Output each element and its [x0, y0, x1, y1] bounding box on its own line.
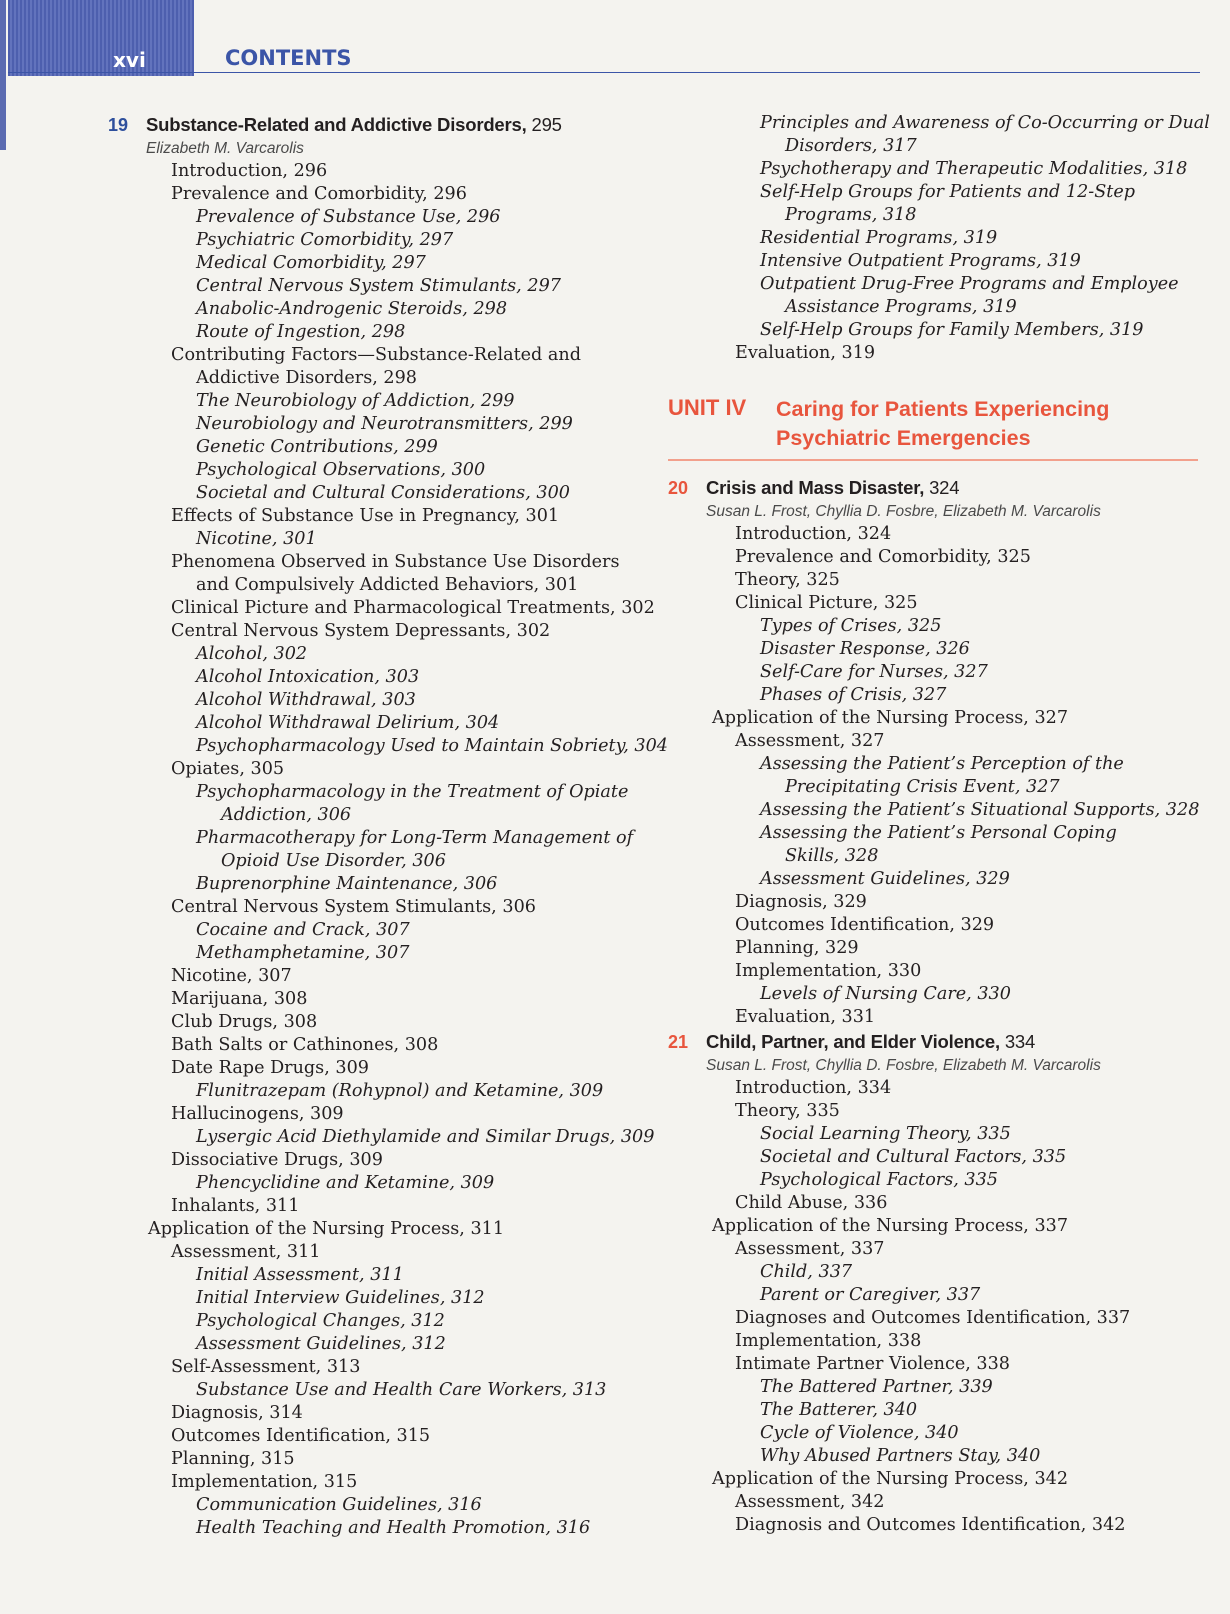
unit-rule [668, 459, 1198, 461]
toc-subentry[interactable]: Parent or Caregiver, 337 [760, 1285, 981, 1305]
toc-entry[interactable]: Central Nervous System Depressants, 302 [171, 621, 551, 641]
toc-subentry[interactable]: Child, 337 [760, 1262, 853, 1282]
toc-entry[interactable]: Self-Assessment, 313 [171, 1357, 361, 1377]
toc-subentry-continued[interactable]: Skills, 328 [785, 846, 879, 866]
toc-subentry[interactable]: Communication Guidelines, 316 [196, 1495, 482, 1515]
toc-entry[interactable]: Diagnosis and Outcomes Identification, 342 [735, 1515, 1126, 1535]
toc-subentry[interactable]: Medical Comorbidity, 297 [196, 253, 426, 273]
toc-subentry[interactable]: Alcohol Intoxication, 303 [196, 667, 420, 687]
toc-subentry[interactable]: Phases of Crisis, 327 [760, 685, 947, 705]
toc-subentry[interactable]: Central Nervous System Stimulants, 297 [196, 276, 561, 296]
chapter-number: 19 [108, 115, 129, 135]
toc-entry[interactable]: Date Rape Drugs, 309 [171, 1058, 369, 1078]
unit-label: UNIT IV [668, 395, 747, 420]
toc-subentry[interactable]: Assessment Guidelines, 312 [196, 1334, 446, 1354]
toc-entry[interactable]: Evaluation, 319 [735, 343, 876, 363]
toc-subentry[interactable]: The Neurobiology of Addiction, 299 [196, 391, 515, 411]
toc-subentry[interactable]: Methamphetamine, 307 [196, 943, 410, 963]
toc-subentry[interactable]: Phencyclidine and Ketamine, 309 [196, 1173, 495, 1193]
toc-entry[interactable]: Clinical Picture, 325 [735, 593, 918, 613]
toc-entry[interactable]: Hallucinogens, 309 [171, 1104, 344, 1124]
chapter-heading[interactable] [668, 475, 1198, 501]
toc-entry[interactable]: Bath Salts or Cathinones, 308 [171, 1035, 439, 1055]
toc-entry[interactable]: Clinical Picture and Pharmacological Treatments, 302 [171, 598, 655, 618]
toc-subentry[interactable]: Self-Help Groups for Family Members, 319 [760, 320, 1144, 340]
toc-section[interactable]: Application of the Nursing Process, 327 [712, 708, 1069, 728]
toc-entry[interactable]: Central Nervous System Stimulants, 306 [171, 897, 536, 917]
toc-entry[interactable]: Effects of Substance Use in Pregnancy, 301 [171, 506, 560, 526]
toc-subentry[interactable]: Types of Crises, 325 [760, 616, 942, 636]
toc-subentry[interactable]: Outpatient Drug-Free Programs and Employee [760, 274, 1179, 294]
toc-entry[interactable]: Nicotine, 307 [171, 966, 292, 986]
toc-subentry[interactable]: Buprenorphine Maintenance, 306 [196, 874, 498, 894]
toc-entry[interactable]: Introduction, 296 [171, 161, 328, 181]
header-rule [8, 72, 1200, 73]
chapter-authors: Elizabeth M. Varcarolis [146, 140, 304, 157]
toc-subentry[interactable]: Levels of Nursing Care, 330 [760, 984, 1011, 1004]
toc-subentry[interactable]: Pharmacotherapy for Long-Term Management of [196, 828, 634, 848]
toc-subentry[interactable]: Substance Use and Health Care Workers, 313 [196, 1380, 607, 1400]
toc-entry[interactable]: Planning, 315 [171, 1449, 295, 1469]
toc-subentry-continued[interactable]: Disorders, 317 [785, 136, 917, 156]
toc-subentry[interactable]: Assessing the Patient’s Situational Supports, 328 [760, 800, 1200, 820]
toc-subentry[interactable]: Route of Ingestion, 298 [196, 322, 406, 342]
toc-subentry[interactable]: Prevalence of Substance Use, 296 [196, 207, 501, 227]
toc-entry[interactable]: Theory, 335 [735, 1101, 840, 1121]
toc-entry[interactable]: Contributing Factors—Substance-Related and [171, 345, 581, 365]
toc-subentry[interactable]: Self-Care for Nurses, 327 [760, 662, 988, 682]
toc-entry[interactable]: Evaluation, 331 [735, 1007, 876, 1027]
toc-section[interactable]: Application of the Nursing Process, 342 [712, 1469, 1069, 1489]
toc-subentry[interactable]: Intensive Outpatient Programs, 319 [760, 251, 1081, 271]
chapter-page: 324 [924, 477, 960, 498]
toc-subentry[interactable]: Principles and Awareness of Co-Occurring or Dual [760, 113, 1210, 133]
toc-entry[interactable]: Implementation, 315 [171, 1472, 358, 1492]
unit-heading [668, 395, 1198, 457]
toc-subentry[interactable]: Why Abused Partners Stay, 340 [760, 1446, 1041, 1466]
toc-subentry[interactable]: Lysergic Acid Diethylamide and Similar Drugs, 309 [196, 1127, 655, 1147]
toc-entry[interactable]: Assessment, 311 [171, 1242, 321, 1262]
toc-subentry[interactable]: Cycle of Violence, 340 [760, 1423, 959, 1443]
chapter-heading[interactable] [668, 1029, 1198, 1055]
toc-subentry[interactable]: Alcohol, 302 [196, 644, 308, 664]
toc-subentry[interactable]: Psychological Factors, 335 [760, 1170, 999, 1190]
toc-subentry[interactable]: Societal and Cultural Factors, 335 [760, 1147, 1067, 1167]
toc-subentry[interactable]: Psychiatric Comorbidity, 297 [196, 230, 454, 250]
toc-entry[interactable]: Opiates, 305 [171, 759, 285, 779]
chapter-title[interactable]: Crisis and Mass Disaster, 324 [706, 477, 960, 498]
toc-subentry-continued[interactable]: Opioid Use Disorder, 306 [221, 851, 446, 871]
toc-entry[interactable]: Diagnosis, 329 [735, 892, 867, 912]
toc-entry[interactable]: Club Drugs, 308 [171, 1012, 318, 1032]
toc-section[interactable]: Application of the Nursing Process, 337 [712, 1216, 1069, 1236]
toc-subentry[interactable]: Initial Assessment, 311 [196, 1265, 404, 1285]
chapter-page: 295 [526, 114, 562, 135]
toc-subentry[interactable]: Assessment Guidelines, 329 [760, 869, 1010, 889]
toc-subentry-continued[interactable]: Precipitating Crisis Event, 327 [785, 777, 1060, 797]
toc-entry[interactable]: Prevalence and Comorbidity, 325 [735, 547, 1031, 567]
chapter-number: 20 [668, 478, 689, 498]
right-column [668, 112, 1210, 1537]
header-title: CONTENTS [225, 46, 352, 70]
toc-subentry[interactable]: Nicotine, 301 [196, 529, 317, 549]
toc-subentry[interactable]: Psychopharmacology in the Treatment of Opiate [196, 782, 629, 802]
toc-entry[interactable]: Assessment, 342 [735, 1492, 885, 1512]
toc-entry-continued[interactable]: and Compulsively Addicted Behaviors, 301 [196, 575, 579, 595]
toc-entry[interactable]: Marijuana, 308 [171, 989, 308, 1009]
toc-entry[interactable]: Implementation, 330 [735, 961, 922, 981]
toc-entry[interactable]: Implementation, 338 [735, 1331, 922, 1351]
toc-entry[interactable]: Phenomena Observed in Substance Use Disorders [171, 552, 620, 572]
toc-subentry[interactable]: Alcohol Withdrawal, 303 [196, 690, 416, 710]
toc-entry[interactable]: Outcomes Identification, 315 [171, 1426, 431, 1446]
toc-subentry[interactable]: Neurobiology and Neurotransmitters, 299 [196, 414, 573, 434]
toc-subentry[interactable]: Societal and Cultural Considerations, 300 [196, 483, 570, 503]
toc-subentry-continued[interactable]: Assistance Programs, 319 [785, 297, 1017, 317]
toc-subentry[interactable]: Psychopharmacology Used to Maintain Sobriety, 304 [196, 736, 668, 756]
toc-subentry[interactable]: Initial Interview Guidelines, 312 [196, 1288, 485, 1308]
toc-subentry[interactable]: Anabolic-Androgenic Steroids, 298 [196, 299, 508, 319]
toc-subentry[interactable]: The Battered Partner, 339 [760, 1377, 993, 1397]
toc-entry[interactable]: Intimate Partner Violence, 338 [735, 1354, 1011, 1374]
toc-subentry[interactable]: Genetic Contributions, 299 [196, 437, 438, 457]
toc-subentry[interactable]: Assessing the Patient’s Perception of the [760, 754, 1124, 774]
spacer [668, 365, 1198, 395]
toc-entry[interactable]: Planning, 329 [735, 938, 859, 958]
toc-subentry[interactable]: Residential Programs, 319 [760, 228, 998, 248]
toc-subentry[interactable]: Alcohol Withdrawal Delirium, 304 [196, 713, 500, 733]
toc-subentry[interactable]: Flunitrazepam (Rohypnol) and Ketamine, 309 [196, 1081, 604, 1101]
chapter-title[interactable]: Substance-Related and Addictive Disorders, 295 [146, 114, 562, 135]
toc-entry[interactable]: Introduction, 324 [735, 524, 892, 544]
toc-entry[interactable]: Prevalence and Comorbidity, 296 [171, 184, 467, 204]
toc-subentry[interactable]: Psychological Changes, 312 [196, 1311, 445, 1331]
page-header [0, 0, 1200, 78]
page-number: xvi [113, 48, 146, 72]
toc-subentry-continued[interactable]: Addiction, 306 [221, 805, 352, 825]
toc-entry-continued[interactable]: Addictive Disorders, 298 [196, 368, 417, 388]
toc-entry[interactable]: Assessment, 337 [735, 1239, 885, 1259]
toc-section[interactable]: Application of the Nursing Process, 311 [148, 1219, 505, 1239]
chapter-authors: Susan L. Frost, Chyllia D. Fosbre, Elizabeth M. Varcarolis [706, 1057, 1101, 1074]
toc-subentry[interactable]: The Batterer, 340 [760, 1400, 918, 1420]
chapter-title[interactable]: Child, Partner, and Elder Violence, 334 [706, 1031, 1036, 1052]
toc-subentry-continued[interactable]: Programs, 318 [785, 205, 917, 225]
toc-entry[interactable]: Theory, 325 [735, 570, 840, 590]
toc-entry[interactable]: Diagnosis, 314 [171, 1403, 303, 1423]
page-number-tab [8, 0, 194, 76]
toc-entry[interactable]: Assessment, 327 [735, 731, 885, 751]
chapter-authors: Susan L. Frost, Chyllia D. Fosbre, Elizabeth M. Varcarolis [706, 503, 1101, 520]
chapter-number: 21 [668, 1032, 689, 1052]
toc-entry[interactable]: Inhalants, 311 [171, 1196, 300, 1216]
toc-subentry[interactable]: Cocaine and Crack, 307 [196, 920, 410, 940]
toc-subentry[interactable]: Psychological Observations, 300 [196, 460, 486, 480]
toc-entry[interactable]: Child Abuse, 336 [735, 1193, 888, 1213]
toc-subentry[interactable]: Social Learning Theory, 335 [760, 1124, 1011, 1144]
chapter-heading[interactable] [108, 112, 668, 138]
toc-entry[interactable]: Outcomes Identification, 329 [735, 915, 995, 935]
toc-entry[interactable]: Introduction, 334 [735, 1078, 892, 1098]
chapter-page: 334 [999, 1031, 1036, 1052]
toc-subentry[interactable]: Psychotherapy and Therapeutic Modalities, 318 [760, 159, 1188, 179]
toc-subentry[interactable]: Self-Help Groups for Patients and 12-Step [760, 182, 1136, 202]
toc-subentry[interactable]: Disaster Response, 326 [760, 639, 970, 659]
toc-subentry[interactable]: Health Teaching and Health Promotion, 316 [196, 1518, 591, 1538]
toc-subentry[interactable]: Assessing the Patient’s Personal Coping [760, 823, 1117, 843]
toc-entry[interactable]: Dissociative Drugs, 309 [171, 1150, 383, 1170]
left-column [108, 112, 668, 1540]
unit-title[interactable]: Caring for Patients Experiencing Psychiatric Emergencies [776, 397, 1110, 450]
toc-entry[interactable]: Diagnoses and Outcomes Identification, 337 [735, 1308, 1131, 1328]
